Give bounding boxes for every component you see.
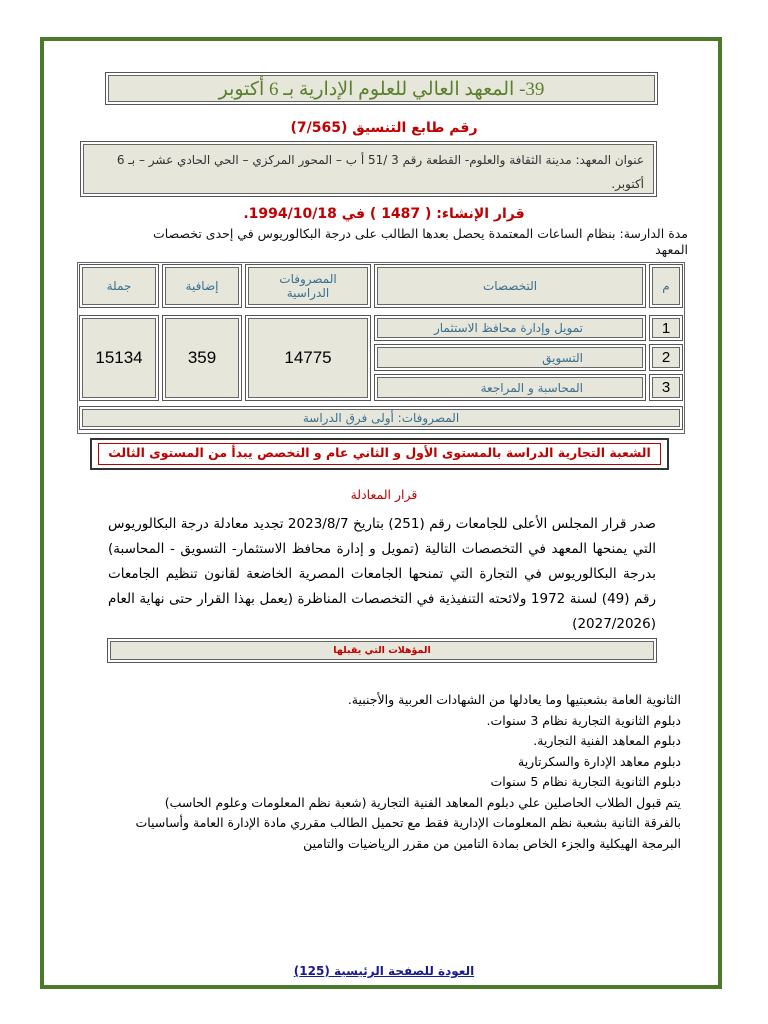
list-item: دبلوم الثانوية التجارية نظام 3 سنوات.	[486, 712, 681, 728]
specialization-name: التسويق	[374, 344, 646, 371]
qualifications-title: المؤهلات التي يقبلها	[333, 645, 431, 656]
header-specializations: التخصصات	[374, 264, 646, 308]
branch-note-box	[90, 438, 669, 470]
list-item: دبلوم معاهد الإدارة والسكرتارية	[518, 753, 681, 769]
back-to-home-link[interactable]: العودة للصفحة الرئيسية (125)	[293, 964, 475, 978]
specialization-name: المحاسبة و المراجعة	[374, 374, 646, 401]
tuition-value: 14775	[245, 315, 371, 401]
header-total: جملة	[79, 264, 159, 308]
header-index: م	[649, 264, 683, 308]
list-item: يتم قبول الطلاب الحاصلين علي دبلوم المعاهد الفنية التجارية (شعبة نظم المعلومات وعلوم الحاسب) بالفرقة الثانية بشعبة نظم المعلومات الإدارية فقط مع تحميل الطالب مقرري مادة الإدارة العامة وأساسيات البرمجة الهيكلية والجزء الخاص بمادة التامين من مقرر الرياضيات والتامين	[135, 794, 681, 851]
page-title: 39- المعهد العالي للعلوم الإدارية بـ 6 أكتوبر	[218, 79, 545, 100]
row-index: 2	[649, 344, 683, 371]
header-additional: إضافية	[162, 264, 242, 308]
total-value: 15134	[79, 315, 159, 401]
specialization-name: تمويل وإدارة محافظ الاستثمار	[374, 315, 646, 341]
coordination-number: رقم طابع التنسيق (7/565)	[290, 120, 478, 136]
equivalence-text: صدر قرار المجلس الأعلى للجامعات رقم (251) بتاريخ 2023/8/7 تجديد معادلة درجة البكالوريوس التي يمنحها المعهد في التخصصات التالية (تمويل و إدارة محافظ الاستثمار- التسويق - المحاسبة) بدرجة البكالوريوس في التجارة التي تمنحها الجامعات المصرية الخاضعة لقانون تنظيم الجامعات رقم (49) لسنة 1972 ولائحته التنفيذية في التخصصات المناظرة (يعمل بهذا القرار حتى نهاية العام (2027/2026)	[108, 516, 656, 632]
address-box	[80, 141, 657, 197]
establishment-decision: قرار الإنشاء: ( 1487 ) في 1994/10/18.	[243, 206, 525, 222]
row-index: 1	[649, 315, 683, 341]
additional-value: 359	[162, 315, 242, 401]
address-text: عنوان المعهد: مدينة الثقافة والعلوم- القطعة رقم 3 /51 أ ب – المحور المركزي – الحي الحادي عشر – بـ 6 أكتوبر.	[116, 153, 644, 191]
branch-note: الشعبة التجارية الدراسة بالمستوى الأول و الثاني عام و التخصص يبدأ من المستوى الثالث	[98, 443, 661, 465]
row-index: 3	[649, 374, 683, 401]
list-item: دبلوم المعاهد الفنية التجارية.	[533, 733, 681, 748]
title-box	[105, 72, 658, 105]
fees-footer: المصروفات: أولى فرق الدراسة	[79, 406, 683, 430]
qualifications-list	[128, 690, 681, 854]
list-item: دبلوم الثانوية التجارية نظام 5 سنوات	[490, 774, 681, 789]
study-duration: مدة الدارسة: بنظام الساعات المعتمدة يحصل بعدها الطالب على درجة البكالوريوس في إحدى تخصصات المعهد	[153, 226, 688, 257]
header-tuition: المصروفات الدراسية	[245, 264, 371, 308]
equivalence-title: قرار المعادلة	[350, 487, 418, 502]
list-item: الثانوية العامة بشعبتيها وما يعادلها من الشهادات العربية والأجنبية.	[347, 692, 681, 707]
qualifications-title-box	[107, 638, 657, 663]
